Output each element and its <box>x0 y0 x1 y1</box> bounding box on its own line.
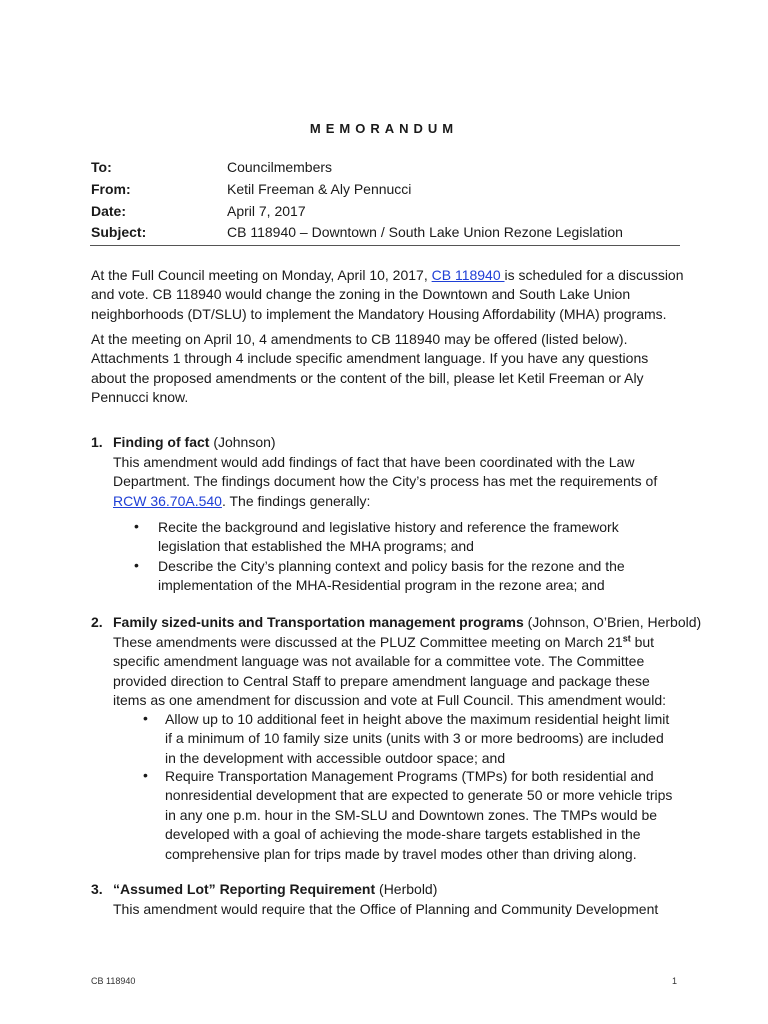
header-value: April 7, 2017 <box>227 203 306 219</box>
text-line: Recite the background and legislative history and reference the framework <box>158 519 619 535</box>
item-number: 2. <box>91 614 103 630</box>
item-sponsors: (Johnson) <box>209 434 276 450</box>
item-sponsors: (Johnson, O’Brien, Herbold) <box>523 614 702 630</box>
footer-page-number: 1 <box>672 976 678 986</box>
text-line: Describe the City’s planning context and policy basis for the rezone and the <box>158 558 625 574</box>
item-title: Family sized-units and Transportation management programs <box>113 614 524 630</box>
superscript: st <box>622 633 631 644</box>
text-line: in the development with accessible outdoor space; and <box>165 749 506 766</box>
bullet-text <box>165 767 672 864</box>
header-label: Subject: <box>91 224 147 240</box>
text-line: nonresidential development that are expected to generate 50 or more vehicle trips <box>165 787 673 804</box>
header-label: Date: <box>91 203 127 219</box>
text-run: is scheduled for a discussion <box>504 267 684 283</box>
text-line: developed with a goal of achieving the mode-share targets established in the <box>165 826 641 843</box>
header-label: From: <box>91 181 131 197</box>
text-run: but <box>630 634 655 650</box>
item-body-3 <box>113 900 658 919</box>
item-heading-1 <box>113 434 276 450</box>
text-line: At the meeting on April 10, 4 amendments to CB 118940 may be offered (listed below). <box>91 331 628 347</box>
text-line: and vote. CB 118940 would change the zoning in the Downtown and South Lake Union <box>91 286 631 303</box>
item-heading-3 <box>113 881 437 897</box>
memo-title: MEMORANDUM <box>309 121 459 136</box>
bullet-icon: • <box>143 710 148 726</box>
text-line: Department. The findings document how the City’s process has met the requirements of <box>113 473 658 490</box>
header-value: Councilmembers <box>227 159 333 175</box>
footer-doc-id: CB 118940 <box>91 976 136 986</box>
text-line: comprehensive plan for trips made by travel modes other than driving along. <box>165 845 637 862</box>
text-line: Allow up to 10 additional feet in height above the maximum residential height limit <box>165 711 670 727</box>
header-divider <box>90 245 680 246</box>
intro-paragraph-2 <box>91 330 681 408</box>
text-run: These amendments were discussed at the PLUZ Committee meeting on March 21 <box>113 634 623 650</box>
text-line <box>91 266 684 285</box>
text-line: legislation that established the MHA programs; and <box>158 538 474 555</box>
bullet-text <box>158 557 625 596</box>
text-line: items as one amendment for discussion and vote at Full Council. This amendment would: <box>113 692 667 709</box>
cb-118940-link[interactable]: CB 118940 <box>431 267 505 283</box>
bullet-text <box>165 710 669 768</box>
text-line: Attachments 1 through 4 include specific amendment language. If you have any questions <box>91 350 649 367</box>
text-line <box>113 633 666 652</box>
bullet-icon: • <box>143 767 148 783</box>
item-body-2 <box>113 633 666 711</box>
header-value: Ketil Freeman & Aly Pennucci <box>227 181 412 197</box>
rcw-link[interactable]: RCW 36.70A.540 <box>113 492 222 509</box>
item-heading-2 <box>113 614 701 630</box>
bullet-icon: • <box>134 557 139 573</box>
text-line: This amendment would add findings of fact that have been coordinated with the Law <box>113 454 635 470</box>
text-line: specific amendment language was not available for a committee vote. The Committee <box>113 653 645 670</box>
text-line: about the proposed amendments or the content of the bill, please let Ketil Freeman or Aly <box>91 369 644 386</box>
bullet-text <box>158 518 619 557</box>
item-number: 3. <box>91 881 103 897</box>
item-body-1 <box>113 453 657 511</box>
text-run: . The findings generally: <box>221 492 371 509</box>
text-line: provided direction to Central Staff to prepare amendment language and package these <box>113 672 650 689</box>
text-line: implementation of the MHA-Residential program in the rezone area; and <box>158 577 605 594</box>
header-value: CB 118940 – Downtown / South Lake Union Rezone Legislation <box>227 224 623 240</box>
item-title: Finding of fact <box>113 434 210 450</box>
item-number: 1. <box>91 434 103 450</box>
text-line: neighborhoods (DT/SLU) to implement the Mandatory Housing Affordability (MHA) programs. <box>91 305 667 322</box>
header-label: To: <box>91 159 112 175</box>
text-line: Pennucci know. <box>91 389 189 406</box>
text-line: Require Transportation Management Programs (TMPs) for both residential and <box>165 768 654 784</box>
text-line: if a minimum of 10 family size units (units with 3 or more bedrooms) are included <box>165 730 664 747</box>
text-line: in any one p.m. hour in the SM-SLU and Downtown zones. The TMPs would be <box>165 806 658 823</box>
intro-paragraph-1 <box>91 266 684 324</box>
item-sponsors: (Herbold) <box>375 881 438 897</box>
text-line: This amendment would require that the Office of Planning and Community Development <box>113 901 659 917</box>
bullet-icon: • <box>134 518 139 534</box>
item-title: “Assumed Lot” Reporting Requirement <box>113 881 376 897</box>
text-run: At the Full Council meeting on Monday, April 10, 2017, <box>91 267 432 283</box>
text-line <box>113 492 657 511</box>
